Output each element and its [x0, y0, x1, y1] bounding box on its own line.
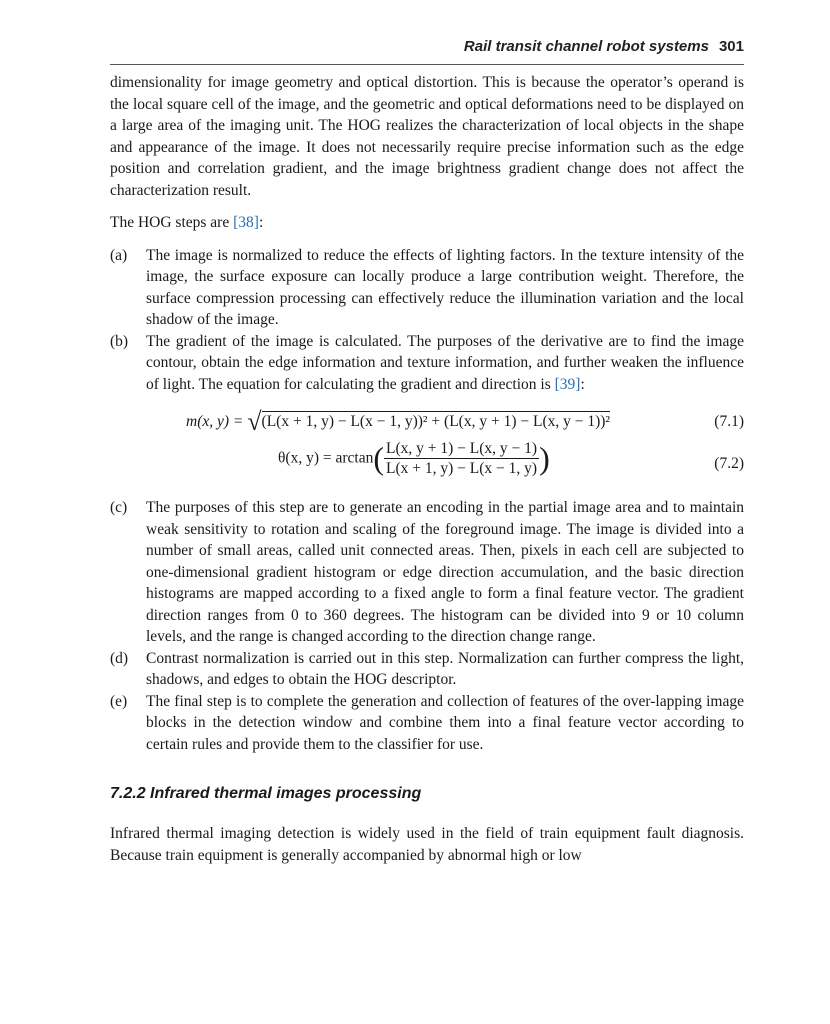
step-item-c	[110, 497, 744, 648]
intro-paragraph: dimensionality for image geometry and optical distortion. This is because the operator’s operand is the local square cell of the image, and the geometric and optical deformations need to be displayed on a large area of the imaging unit. The HOG realizes the characterization of local objects in the shape and appearance of the image. It does not necessarily require precise information such as the edge position and correlation gradient, and the image brightness gradient change does not affect the characterization result.	[110, 74, 744, 199]
running-title: Rail transit channel robot systems	[463, 38, 709, 55]
running-header	[110, 38, 744, 55]
step-text: The purposes of this step are to generate an encoding in the partial image area and to maintain weak sensitivity to rotation and scaling of the foreground image. The image is divided into a number of small areas, called unit connected areas. Then, pixels in each cell are subjected to one-dimensional gradient histogram or edge direction accumulation, and the basic direction histograms are mapped according to a fixed angle to form a final feature vector. The gradient direction ranges from 0 to 360 degrees. The histogram can be divided into 9 or 10 column levels, and the range is changed according to the direction change range.	[146, 499, 744, 645]
steps-lead: The HOG steps are [38]:	[110, 214, 264, 231]
equation-lhs: θ(x, y) = arctan	[278, 449, 374, 467]
square-root: √(L(x + 1, y) − L(x − 1, y))² + (L(x, y + 1) − L(x, y − 1))²	[247, 407, 611, 436]
step-text: The gradient of the image is calculated. The purposes of the derivative are to find the image contour, obtain the edge information and texture information, and further weaken the influence of light. The equation for calculating the gradient and direction is	[146, 332, 744, 393]
header-rule	[110, 64, 744, 65]
equation-body: (L(x + 1, y) − L(x − 1, y))² + (L(x, y + 1) − L(x, y − 1))²	[261, 413, 611, 430]
step-marker: (e)	[110, 692, 128, 710]
step-text: Contrast normalization is carried out in this step. Normalization can further compress the light, shadows, and edges to obtain the HOG descriptor.	[146, 649, 744, 688]
section-heading: 7.2.2 Infrared thermal images processing	[110, 785, 422, 802]
citation-link[interactable]: [39]	[554, 375, 581, 393]
fraction-denominator: L(x + 1, y) − L(x − 1, y)	[386, 460, 538, 477]
equation-number: (7.2)	[714, 455, 744, 472]
step-marker: (b)	[110, 332, 129, 350]
equation-7-2: θ(x, y) = arctan( $\frac{L(x, y + 1) - L(x, y - 1)}{L(x + 1, y) - L(x - 1, y)}$ )	[278, 440, 550, 477]
step-text: The image is normalized to reduce the effects of lighting factors. In the texture intensity of the image, the surface exposure can locally produce a large contribution weight. Therefore, the surface compression processing can effectively reduce the illumination variation and the local shadow of the image.	[146, 246, 744, 328]
step-item-a	[110, 245, 744, 331]
equation-number: (7.1)	[714, 413, 744, 430]
step-marker: (c)	[110, 499, 128, 516]
step-marker: (a)	[110, 246, 128, 264]
page-body	[110, 72, 744, 866]
equation-7-1	[186, 407, 610, 437]
step-item-b: (b) The gradient of the image is calculated. The purposes of the derivative are to find the image contour, obtain the edge information and texture information, and further weaken the influence of light. The equation for calculating the gradient and direction is [39]:	[110, 332, 744, 393]
citation-link[interactable]: [38]	[233, 214, 259, 231]
step-marker: (d)	[110, 649, 129, 667]
step-text: The final step is to complete the generation and collection of features of the over-lapping image blocks in the detection window and combine them into a final feature vector according to certain rules and provide them to the classifier for use.	[146, 692, 744, 753]
page-number: 301	[718, 38, 744, 55]
equation-block	[110, 403, 744, 491]
section-paragraph: Infrared thermal imaging detection is widely used in the field of train equipment fault diagnosis. Because train equipment is generally accompanied by abnormal high or low	[110, 825, 744, 864]
fraction	[384, 439, 539, 478]
equation-lhs: m(x, y) =	[186, 413, 244, 430]
step-item-d	[110, 648, 744, 691]
fraction-numerator: L(x, y + 1) − L(x, y − 1)	[386, 440, 538, 457]
step-item-e	[110, 691, 744, 756]
